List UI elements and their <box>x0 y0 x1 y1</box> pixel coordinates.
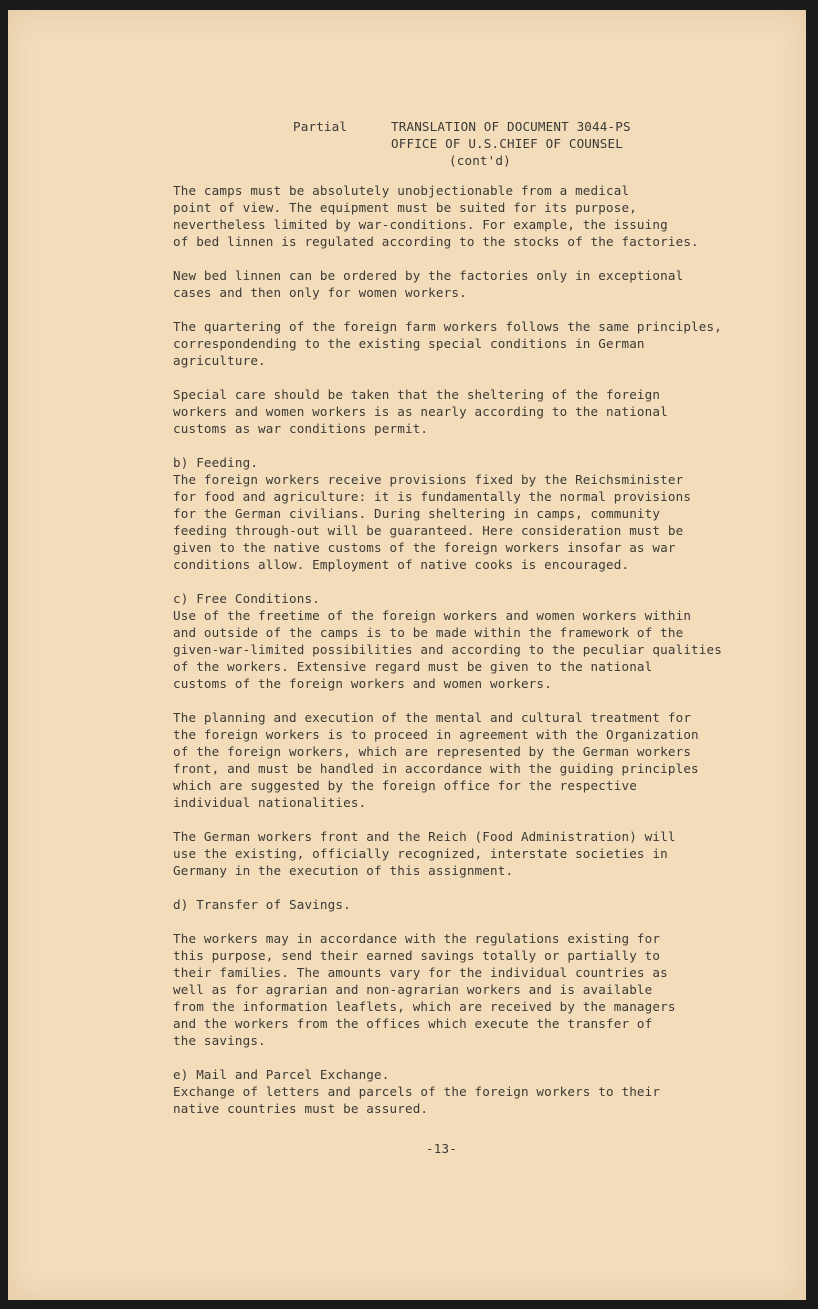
document-page <box>8 10 806 1300</box>
section-title-savings: d) Transfer of Savings. <box>173 897 351 912</box>
paragraph-bed-linnen: New bed linnen can be ordered by the factories only in exceptional cases and then only for women workers. <box>173 268 684 300</box>
paragraph-special-care: Special care should be taken that the sheltering of the foreign workers and women workers is as nearly according to the national customs as war conditions permit. <box>173 387 668 436</box>
section-title-feeding: b) Feeding. <box>173 455 259 470</box>
paragraph-feeding: The foreign workers receive provisions fixed by the Reichsminister for food and agriculture: it is fundamentally the normal provisions for the German civilians. During sheltering in camps, community feeding through-out will be guaranteed. Here consideration must be given to the native customs of the foreign workers insofar as war conditions allow. Employment of native cooks is encouraged. <box>173 472 692 572</box>
page-number: -13- <box>426 1141 457 1156</box>
paragraph-cultural-treatment: The planning and execution of the mental and cultural treatment for the foreign workers is to proceed in agreement with the Organization of the foreign workers, which are represented by the German workers front, and must be handled in accordance with the guiding principles which are suggested by the foreign office for the respective individual nationalities. <box>173 710 699 810</box>
document-header <box>173 110 763 168</box>
paragraph-farm-workers: The quartering of the foreign farm workers follows the same principles, correspondending to the existing special conditions in German agriculture. <box>173 319 722 368</box>
paragraph-workers-front: The German workers front and the Reich (Food Administration) will use the existing, officially recognized, interstate societies in Germany in the execution of this assignment. <box>173 829 676 878</box>
paragraph-savings: The workers may in accordance with the regulations existing for this purpose, send their earned savings totally or partially to their families. The amounts vary for the individual countries as well as for agrarian and non-agrarian workers and is available from the information leaflets, which are received by the managers and the workers from the offices which execute the transfer of the savings. <box>173 931 676 1048</box>
paragraph-free-conditions: Use of the freetime of the foreign workers and women workers within and outside of the camps is to be made within the framework of the given-war-limited possibilities and according to the peculiar qualities of the workers. Extensive regard must be given to the national customs of the foreign workers and women workers. <box>173 608 722 691</box>
header-contd: (cont'd) <box>449 153 511 168</box>
header-translation-line: TRANSLATION OF DOCUMENT 3044-PS <box>391 119 631 134</box>
section-title-mail: e) Mail and Parcel Exchange. <box>173 1067 390 1082</box>
header-title-block <box>391 118 631 169</box>
paragraph-camps-medical: The camps must be absolutely unobjectionable from a medical point of view. The equipment must be suited for its purpose, nevertheless limited by war-conditions. For example, the issuing of bed linnen is regulated according to the stocks of the factories. <box>173 183 699 249</box>
header-partial: Partial <box>293 119 348 134</box>
section-title-free-conditions: c) Free Conditions. <box>173 591 320 606</box>
paragraph-mail: Exchange of letters and parcels of the foreign workers to their native countries must be assured. <box>173 1084 661 1116</box>
document-body <box>173 110 763 1156</box>
header-office-line: OFFICE OF U.S.CHIEF OF COUNSEL <box>391 136 623 151</box>
